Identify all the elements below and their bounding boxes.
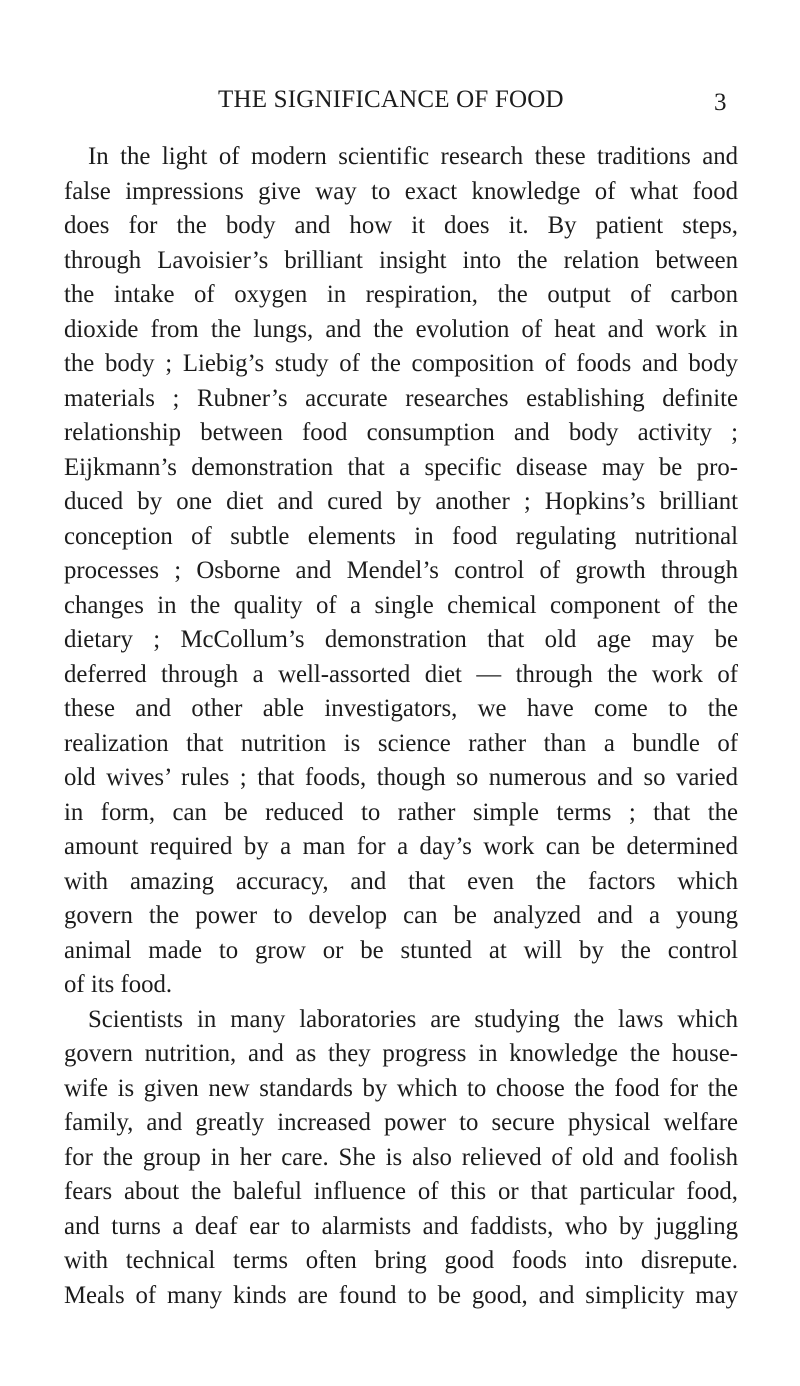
text-line: govern the power to develop can be analyzed and a young (64, 902, 738, 929)
text-line: with amazing accuracy, and that even the factors which (64, 867, 738, 895)
text-line: conception of subtle elements in food regulating nutritional (64, 522, 738, 550)
text-line: amount required by a man for a day’s work can be determined (64, 833, 738, 860)
text-line: fears about the baleful influence of this or that particular food, (64, 1178, 738, 1205)
text-line: relationship between food consumption and body activity ; (64, 419, 738, 446)
text-line: Scientists in many laboratories are studying the laws which (88, 1005, 738, 1033)
text-line: and turns a deaf ear to alarmists and faddists, who by juggling (64, 1212, 738, 1240)
text-line: false impressions give way to exact knowledge of what food (64, 177, 738, 205)
text-line: materials ; Rubner’s accurate researches establishing definite (64, 384, 738, 412)
text-line: with technical terms often bring good foods into disrepute. (64, 1247, 738, 1274)
text-line: the body ; Liebig’s study of the composition of foods and body (64, 350, 738, 377)
text-line: Eijkmann’s demonstration that a specific disease may be pro- (64, 453, 738, 481)
text-line: In the light of modern scientific research these traditions and (88, 143, 738, 170)
text-line: old wives’ rules ; that foods, though so numerous and so varied (64, 764, 738, 791)
text-line: does for the body and how it does it. By patient steps, (64, 212, 738, 239)
text-line: duced by one diet and cured by another ; Hopkins’s brilliant (64, 488, 738, 515)
text-line: for the group in her care. She is also relieved of old and foolish (64, 1143, 738, 1171)
text-line: dietary ; McCollum’s demonstration that old age may be (64, 626, 738, 653)
text-line: animal made to grow or be stunted at will by the control (64, 936, 738, 964)
paragraph-2 (64, 1003, 738, 1314)
text-line: deferred through a well-assorted diet — through the work of (64, 660, 738, 688)
text-line: processes ; Osborne and Mendel’s control of growth through (64, 557, 738, 584)
body-text (64, 140, 738, 1313)
paragraph-1 (64, 140, 738, 1003)
text-line: changes in the quality of a single chemical component of the (64, 591, 738, 619)
running-head (0, 86, 800, 126)
running-title: THE SIGNIFICANCE OF FOOD (218, 86, 564, 113)
text-line: dioxide from the lungs, and the evolution of heat and work in (64, 315, 738, 343)
text-line: through Lavoisier’s brilliant insight into the relation between (64, 246, 738, 274)
text-line: these and other able investigators, we have come to the (64, 695, 738, 722)
text-line: family, and greatly increased power to secure physical welfare (64, 1109, 738, 1136)
text-line: realization that nutrition is science rather than a bundle of (64, 729, 738, 757)
text-line: Meals of many kinds are found to be good, and simplicity may (64, 1281, 738, 1309)
text-line: wife is given new standards by which to choose the food for the (64, 1074, 738, 1102)
text-line: govern nutrition, and as they progress in knowledge the house- (64, 1040, 738, 1067)
text-line: in form, can be reduced to rather simple terms ; that the (64, 798, 738, 826)
page-number: 3 (714, 89, 727, 116)
text-line: the intake of oxygen in respiration, the output of carbon (64, 281, 738, 308)
text-line: of its food. (64, 971, 173, 998)
